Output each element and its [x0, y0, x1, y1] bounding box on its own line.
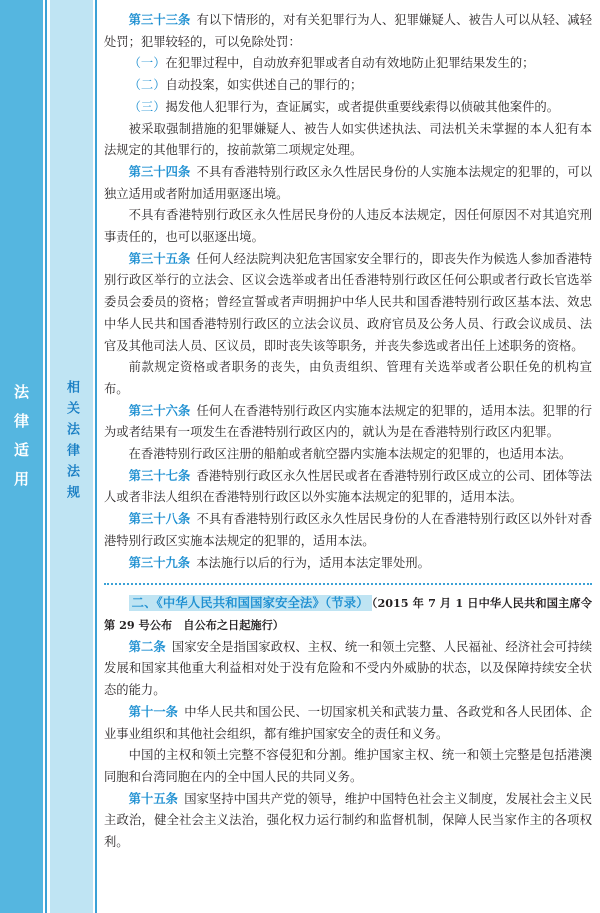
article-paragraph — [104, 401, 592, 444]
law-title: 二、《中华人民共和国国家安全法》（节录） — [129, 595, 372, 611]
article-paragraph — [104, 249, 592, 358]
paragraph-text: 揭发他人犯罪行为，查证属实，或者提供重要线索得以侦破其他案件的。 — [165, 99, 560, 114]
paragraph-text: 任何人经法院判决犯危害国家安全罪行的，即丧失作为候选人参加香港特别行政区举行的立法会、区议会选举或者出任香港特别行政区任何公职或者行政长官选举委员会委员的资格；曾经宣誓或者声明拥护中华人民共和国香港特别行政区基本法、效忠中华人民共和国香港特别行政区的立法会议员、政府官员及公务人员、行政会议成员、法官及其他司法人员、区议员，即时丧失该等职务，并丧失参选或者出任上述职务的资格。 — [104, 251, 592, 353]
sidebar-section-column — [0, 0, 43, 913]
article-paragraph — [104, 702, 592, 745]
paragraph-text: 有以下情形的，对有关犯罪行为人、犯罪嫌疑人、被告人可以从轻、减轻处罚；犯罪较轻的，可以免除处罚： — [104, 13, 592, 49]
paragraph-text: 在犯罪过程中，自动放弃犯罪或者自动有效地防止犯罪结果发生的； — [165, 56, 535, 71]
article-paragraph — [104, 466, 592, 509]
article-number: 第三十五条 — [128, 251, 191, 266]
hk-law-articles — [104, 10, 592, 574]
divider-line — [45, 0, 47, 913]
section-separator — [104, 583, 592, 585]
article-number: 第三十七条 — [128, 468, 191, 483]
article-paragraph — [104, 789, 592, 854]
paragraph-text: 在香港特别行政区注册的船舶或者航空器内实施本法规定的犯罪的，也适用本法。 — [128, 447, 572, 462]
paragraph-text: 本法施行以后的行为，适用本法定罪处刑。 — [196, 555, 430, 570]
paragraph-text: 自动投案，如实供述自己的罪行的； — [165, 78, 363, 93]
paragraph-text: 中华人民共和国公民、一切国家机关和武装力量、各政党和各人民团体、企业事业组织和其他社会组织，都有维护国家安全的责任和义务。 — [104, 704, 592, 741]
article-paragraph — [104, 10, 592, 53]
article-number: 第三十三条 — [128, 13, 191, 27]
article-number: 第三十九条 — [128, 555, 191, 570]
sidebar-subsection-column — [50, 0, 93, 913]
article-paragraph — [104, 509, 592, 552]
article-paragraph — [104, 553, 592, 575]
paragraph-text: 不具有香港特别行政区永久性居民身份的人实施本法规定的犯罪的，可以独立适用或者附加适用驱逐出境。 — [104, 164, 592, 201]
paragraph-text: 不具有香港特别行政区永久性居民身份的人在香港特别行政区以外针对香港特别行政区实施本法规定的犯罪的，适用本法。 — [104, 512, 592, 548]
sidebar-subsection-label: 相关法律法规 — [64, 380, 79, 506]
document-body — [104, 10, 592, 854]
paragraph-text: 中国的主权和领土完整不容侵犯和分割。维护国家主权、统一和领土完整是包括港澳同胞和台湾同胞在内的全中国人民的共同义务。 — [104, 748, 592, 784]
item-number: （一） — [128, 56, 166, 71]
article-number: 第十一条 — [128, 704, 179, 719]
paragraph-text: 香港特别行政区永久性居民或者在香港特别行政区成立的公司、团体等法人或者非法人组织在香港特别行政区以外实施本法规定的犯罪的，适用本法。 — [104, 468, 592, 505]
article-number: 第三十四条 — [128, 164, 191, 179]
paragraph — [104, 53, 592, 75]
article-number: 第二条 — [128, 639, 166, 654]
paragraph — [104, 119, 592, 162]
paragraph — [104, 444, 592, 466]
paragraph — [104, 97, 592, 119]
national-security-law-articles — [104, 637, 592, 854]
law-heading — [104, 593, 592, 636]
paragraph-text: 前款规定资格或者职务的丧失，由负责组织、管理有关选举或者公职任免的机构宣布。 — [104, 360, 592, 396]
article-number: 第十五条 — [128, 791, 179, 806]
item-number: （二） — [128, 78, 166, 93]
paragraph — [104, 745, 592, 788]
paragraph — [104, 75, 592, 97]
article-number: 第三十八条 — [128, 512, 191, 527]
paragraph-text: 国家坚持中国共产党的领导，维护中国特色社会主义制度，发展社会主义民主政治，健全社会主义法治，强化权力运行制约和监督机制，保障人民当家作主的各项权利。 — [104, 791, 592, 850]
law-note: （2015 年 7 月 1 日中华人民共和国主席令第 29 号公布 自公布之日起施行） — [104, 596, 592, 632]
paragraph-text: 不具有香港特别行政区永久性居民身份的人违反本法规定，因任何原因不对其追究刑事责任的，也可以驱逐出境。 — [104, 208, 592, 245]
article-paragraph — [104, 162, 592, 205]
article-number: 第三十六条 — [128, 403, 191, 418]
sidebar-section-label: 法律适用 — [12, 384, 30, 500]
article-paragraph — [104, 637, 592, 702]
paragraph-text: 国家安全是指国家政权、主权、统一和领土完整、人民福祉、经济社会可持续发展和国家其他重大利益相对处于没有危险和不受内外威胁的状态，以及保障持续安全状态的能力。 — [104, 639, 592, 698]
paragraph — [104, 357, 592, 400]
paragraph-text: 被采取强制措施的犯罪嫌疑人、被告人如实供述执法、司法机关未掌握的本人犯有本法规定的其他罪行的，按前款第二项规定处理。 — [104, 121, 592, 158]
paragraph-text: 任何人在香港特别行政区内实施本法规定的犯罪的，适用本法。犯罪的行为或者结果有一项发生在香港特别行政区内的，就认为是在香港特别行政区内犯罪。 — [104, 403, 592, 440]
divider-line — [95, 0, 97, 913]
item-number: （三） — [128, 99, 166, 114]
paragraph — [104, 205, 592, 248]
